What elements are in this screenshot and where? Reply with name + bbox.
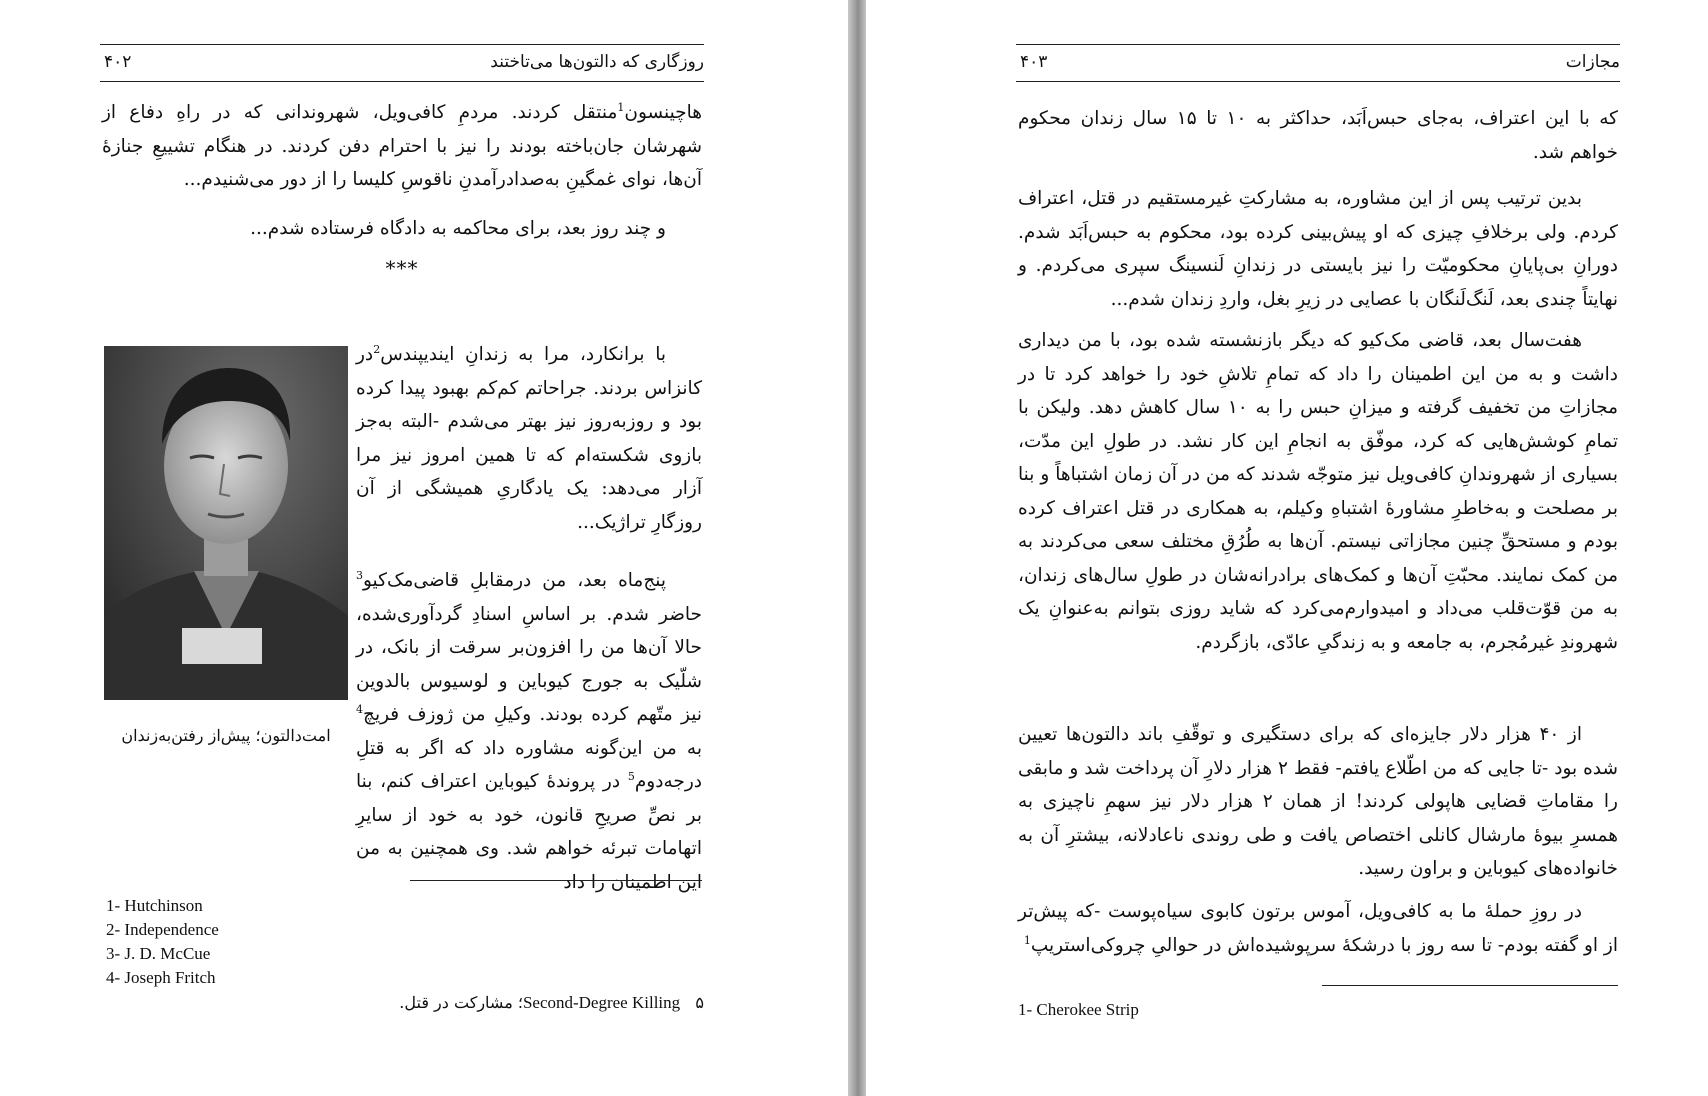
footnote-divider bbox=[1322, 985, 1618, 986]
footnote-item bbox=[300, 993, 704, 1013]
paragraph: هفت‌سال بعد، قاضی مک‌کیو که دیگر بازنشسته شده بود، با من دیداری داشت و به من این اطمینان را داد که تمامِ تلاشِ خود را خواهد کرد تا در مجازاتِ من تخفیف گرفته و میزانِ حبس را به ۱۰ سال کاهش دهد. ولیکن با تمامِ کوشش‌هایی که کرد، موفّق به انجامِ این کار نشد. در طولِ این مدّت، بسیاری از شهروندانِ کافی‌ویل نیز متوجّه شدند که من در آن زمان اشتباهاً و بنا بر مصلحت و به‌خاطرِ مشاورهٔ اشتباهِ وکیلم، به همکاری در قتل اعتراف کرده بودم و مستحقِّ چنین مجازاتی نیستم. آن‌ها به طُرُقِ مختلف سعی می‌کردند به من کمک نمایند. محبّتِ آن‌ها و کمک‌های برادرانه‌شان در طولِ سال‌های زندان، به من قوّت‌قلب می‌داد و امیدوارم‌می‌کرد که شاید روزی بتوانم به‌عنوانِ یک شهروندِ غیرمُجرم، به جامعه و به زندگیِ عادّی، بازگردم. bbox=[1018, 330, 1618, 653]
page-header bbox=[100, 44, 704, 82]
footnote-item: 4- Joseph Fritch bbox=[106, 968, 216, 987]
paragraph bbox=[1018, 895, 1618, 962]
text-run: به من این‌گونه مشاوره داد که اگر به قتلِ درجه‌دوم bbox=[356, 737, 702, 792]
running-title: مجازات bbox=[1565, 52, 1620, 72]
footnote-item: 3- J. D. McCue bbox=[106, 944, 211, 963]
text-run: منتقل کردند. مردمِ کافی‌ویل، شهروندانی که در راهِ دفاع از شهرشان جان‌باخته بودند را نیز با احترام دفن کردند. در هنگام تشییعِ جنازهٔ آن‌ها، نوای غمگینِ به‌صدادرآمدنِ ناقوسِ کلیسا را از دور می‌شنیدم... bbox=[102, 102, 702, 190]
paragraph: بدین ترتیب پس از این مشاوره، به مشارکتِ غیرمستقیم در قتل، اعتراف کردم. ولی برخلافِ چیزی که او پیش‌بینی کرده بود، محکوم به حبس‌اَبَد شدم. دورانِ بی‌پایانِ محکومیّت را نیز بایستی در زندانِ لَنسینگ سپری می‌کردم. و نهایتاً چندی بعد، لَنگ‌لَنگان با عصایی در زیرِ بغل، واردِ زندان شدم... bbox=[1018, 188, 1618, 310]
text-run: پنج‌ماه بعد، من درمقابلِ قاضی‌مک‌کیو bbox=[363, 570, 666, 591]
text-run: حاضر شدم. بر اساسِ اسنادِ گردآوری‌شده، حالا آن‌ها من را افزون‌بر سرقت از بانک، در شلّیک به جورج کیوباین و لوسیوس بالدوین نیز متّهم کرده بودند. وکیلِ من ژوزف فریچ bbox=[356, 603, 702, 725]
footnote-marker: 4 bbox=[356, 702, 363, 716]
text-run: در کانزاس بردند. جراحاتم کم‌کم بهبود پیدا کرده بود و روزبه‌روز نیز بهتر می‌شدم -البته به‌جز بازوی شکسته‌ام که تا همین امروز نیز مرا آزار می‌دهد: یک یادگاریِ همیشگی از آن روزگارِ تراژیک... bbox=[356, 344, 702, 533]
footnote-marker: 1 bbox=[617, 100, 625, 114]
footnote-marker: 2 bbox=[373, 342, 381, 356]
portrait-photo bbox=[104, 346, 348, 700]
paragraph: که با این اعتراف، به‌جای حبس‌اَبَد، حداکثر به ۱۰ تا ۱۵ سال زندان محکوم خواهم شد. bbox=[1018, 108, 1618, 163]
footnote-list bbox=[106, 894, 406, 990]
footnote-divider bbox=[410, 880, 702, 881]
portrait-image bbox=[104, 346, 348, 700]
text-run: هاچینسون bbox=[624, 102, 702, 123]
section-separator: *** bbox=[385, 256, 419, 280]
page-number: ۴۰۳ bbox=[1020, 52, 1048, 72]
right-page bbox=[866, 0, 1708, 1096]
footnote-marker: 3 bbox=[356, 568, 363, 582]
photo-caption: امت‌دالتون؛ پیش‌از رفتن‌به‌زندان bbox=[121, 726, 331, 745]
running-title: روزگاری که دالتون‌ها می‌تاختند bbox=[490, 52, 704, 72]
footnote-number: ۵ bbox=[695, 993, 704, 1012]
paragraph bbox=[356, 564, 702, 899]
text-run: در پروندهٔ کیوباین اعتراف کنم، بنا بر نصِّ صریحِ قانون، خود به خود از سایرِ اتهامات تبرئه خواهم شد. وی همچنین به من این اطمینان را داد bbox=[356, 771, 702, 893]
footnote-list bbox=[1018, 998, 1318, 1022]
footnote-item: 2- Independence bbox=[106, 920, 219, 939]
paragraph bbox=[102, 96, 702, 197]
page-header bbox=[1016, 44, 1620, 82]
footnote-item: 1- Cherokee Strip bbox=[1018, 1000, 1139, 1019]
text-run: با برانکارد، مرا به زندانِ ایندیپندس bbox=[380, 344, 666, 365]
page-number: ۴۰۲ bbox=[104, 52, 132, 72]
footnote-marker: 1 bbox=[1023, 933, 1031, 947]
paragraph: از ۴۰ هزار دلار جایزه‌ای که برای دستگیری و توقّفِ باند دالتون‌ها تعیین شده بود -تا جایی که من اطّلاع یافتم- فقط ۲ هزار دلارِ آن پرداخت شد و مابقی را مقاماتِ قضایی هاپولی کردند! از همان ۲ هزار دلار نیز سهمِ ناچیزی به همسرِ بیوهٔ مارشال کانلی اختصاص یافت و طی روندی ناعادلانه، بیشترِ آن به خانواده‌های کیوباین و براون رسید. bbox=[1018, 724, 1619, 879]
left-page bbox=[0, 0, 848, 1096]
book-gutter bbox=[848, 0, 866, 1096]
footnote-persian: ؛ مشارکت در قتل. bbox=[399, 993, 523, 1012]
paragraph bbox=[356, 338, 702, 539]
footnote-english: Second-Degree Killing bbox=[522, 993, 681, 1012]
footnote-marker: 5 bbox=[627, 769, 635, 783]
footnote-item: 1- Hutchinson bbox=[106, 896, 203, 915]
text-run: در روزِ حملهٔ ما به کافی‌ویل، آموس برتون کابوی سیاه‌پوست -که پیش‌تر از او گفته بودم- تا سه روز با درشکهٔ سرپوشیده‌اش در حوالیِ چروکی‌استریپ bbox=[1018, 901, 1618, 956]
paragraph: و چند روز بعد، برای محاکمه به دادگاه فرستاده شدم... bbox=[250, 218, 666, 239]
